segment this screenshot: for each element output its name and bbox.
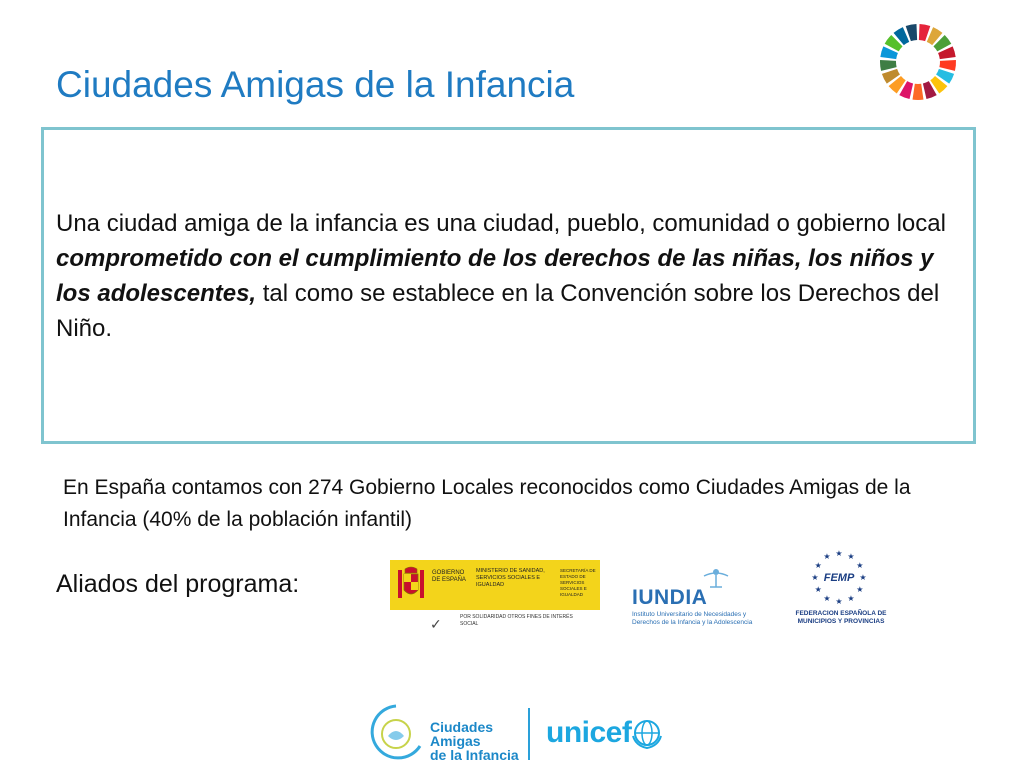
gobierno-line3: SECRETARÍA DE ESTADO DE SERVICIOS SOCIALES E IGUALDAD [560,568,596,597]
definition-box [41,127,976,444]
femp-star-icon: ★ [835,549,843,558]
femp-star-icon: ★ [847,593,855,603]
checkmark-icon: ✓ [430,616,442,632]
definition-text [56,206,961,346]
iundia-logo [630,566,766,632]
femp-star-icon: ★ [856,585,864,594]
femp-star-icon: ★ [814,585,822,594]
sdg-segment [880,60,897,71]
femp-acronym: FEMP [823,572,855,584]
cai-line1: Ciudades [430,719,494,735]
gobierno-line1: GOBIERNO DE ESPAÑA [432,570,466,583]
femp-logo [794,548,888,632]
femp-star-icon: ★ [823,593,831,603]
allies-label: Aliados del programa: [56,570,300,598]
femp-star-icon: ★ [856,561,864,570]
cai-line2: Amigas [430,733,481,749]
femp-star-icon: ★ [814,561,822,570]
cai-line3: de la Infancia [430,747,519,763]
iundia-name: IUNDIA [632,586,708,609]
logo-divider [528,708,530,760]
femp-star-icon: ★ [823,552,831,562]
definition-emphasis: comprometido con el cumplimiento de los derechos de las niñas, los niños y los adolescentes, [56,245,934,307]
iundia-subtitle: Instituto Universitario de Necesidades y Derechos de la Infancia y la Adolescencia [632,611,753,626]
unicef-globe-icon [630,716,664,750]
spain-coat-of-arms-icon [396,566,426,604]
gobierno-line2: MINISTERIO DE SANIDAD, SERVICIOS SOCIALES E IGUALDAD [476,568,545,588]
gobierno-espana-logo [390,560,600,642]
ciudades-amigas-logo-icon [366,702,426,764]
femp-star-icon: ★ [859,573,867,582]
unicef-wordmark: unicef [546,716,632,749]
sdg-segment [913,84,924,100]
femp-star-icon: ★ [847,552,855,562]
femp-star-icon: ★ [835,597,843,606]
spain-note: En España contamos con 274 Gobierno Locales reconocidos como Ciudades Amigas de la Infancia (40% de la población infantil) [63,476,911,531]
femp-star-ring-icon [808,548,870,606]
femp-subtitle: FEDERACION ESPAÑOLA DE MUNICIPIOS Y PROVINCIAS [795,610,887,625]
sdg-segment [939,60,956,71]
definition-part1: Una ciudad amiga de la infancia es una ciudad, pueblo, comunidad o gobierno local [56,210,946,237]
sdg-wheel-icon [878,22,958,102]
slide-title: Ciudades Amigas de la Infancia [56,64,575,105]
femp-star-icon: ★ [811,573,819,582]
gobierno-line4: POR SOLIDARIDAD OTROS FINES DE INTERÉS SOCIAL [460,614,573,627]
ciudades-amigas-wordmark [430,720,530,762]
definition-part2: tal como se establece en la Convención sobre los Derechos del Niño. [56,280,940,342]
